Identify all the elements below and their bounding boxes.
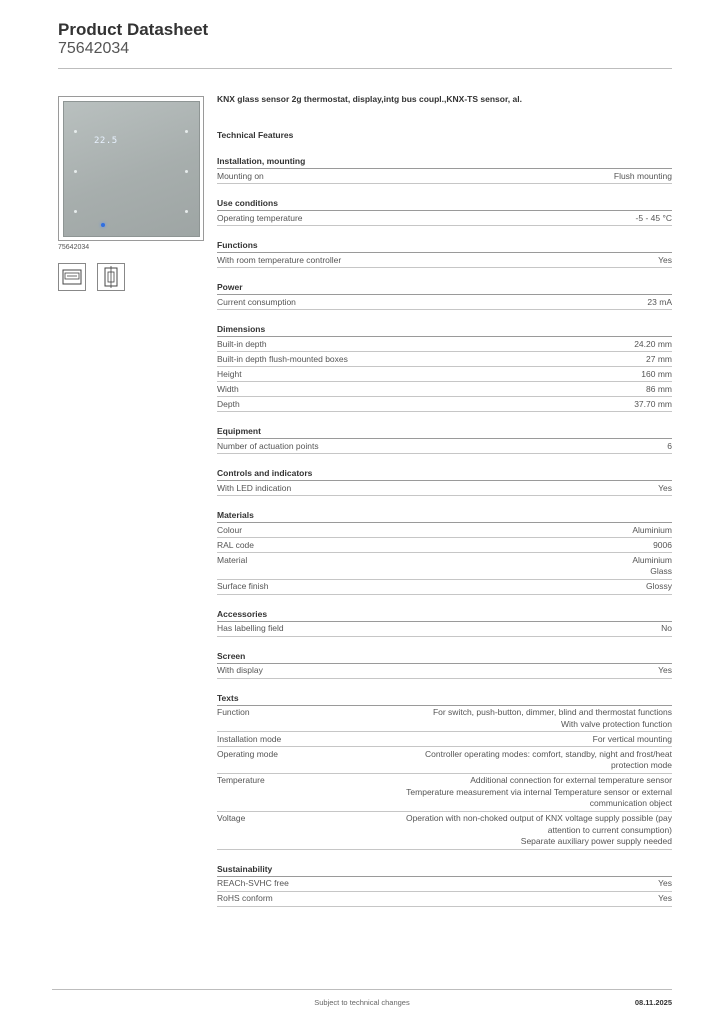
- section-title: Power: [217, 281, 672, 295]
- spec-label: Mounting on: [217, 170, 264, 181]
- touch-point-dot: [74, 130, 77, 133]
- feature-section: [217, 239, 672, 268]
- spec-value: 24.20 mm: [634, 338, 672, 349]
- spec-value: Yes: [658, 878, 672, 888]
- spec-value: Yes: [658, 482, 672, 493]
- spec-row: [217, 439, 672, 454]
- spec-value: Aluminium Glass: [632, 554, 672, 576]
- section-title: Accessories: [217, 608, 672, 622]
- spec-label: REACh-SVHC free: [217, 878, 289, 888]
- datasheet-content: [217, 93, 672, 907]
- spec-row: [217, 877, 672, 892]
- touch-point-dot: [185, 130, 188, 133]
- header-divider: [58, 68, 672, 69]
- section-title: Equipment: [217, 425, 672, 439]
- spec-row: [217, 732, 672, 747]
- spec-label: Depth: [217, 398, 240, 409]
- feature-section: [217, 863, 672, 907]
- page-header: [58, 20, 208, 58]
- feature-section: [217, 608, 672, 637]
- feature-section: [217, 281, 672, 310]
- touch-point-dot: [185, 170, 188, 173]
- spec-label: Operating mode: [217, 748, 278, 759]
- section-title: Texts: [217, 692, 672, 706]
- spec-row: [217, 337, 672, 352]
- spec-row: [217, 295, 672, 310]
- spec-row: [217, 622, 672, 637]
- section-title: Materials: [217, 509, 672, 523]
- spec-label: RAL code: [217, 539, 255, 550]
- spec-value: Additional connection for external temperature sensor Temperature measurement via internal Temperature sensor or external communication object: [406, 775, 672, 808]
- spec-row: [217, 253, 672, 268]
- spec-value: 9006: [653, 539, 672, 550]
- feature-section: [217, 650, 672, 679]
- spec-label: With LED indication: [217, 482, 292, 493]
- spec-value: 27 mm: [646, 353, 672, 364]
- spec-label: Has labelling field: [217, 623, 284, 633]
- spec-row: [217, 352, 672, 367]
- image-caption: 75642034: [58, 244, 90, 251]
- spec-value: Controller operating modes: comfort, standby, night and frost/heat protection mode: [425, 748, 672, 770]
- spec-label: Colour: [217, 524, 243, 535]
- spec-value: For vertical mounting: [592, 733, 672, 744]
- spec-row: [217, 892, 672, 907]
- feature-sections: [217, 155, 672, 907]
- footer-divider: [52, 989, 672, 990]
- display-readout: 22.5: [94, 136, 118, 146]
- spec-row: [217, 382, 672, 397]
- spec-row: [217, 523, 672, 538]
- section-title: Sustainability: [217, 863, 672, 877]
- section-title: Use conditions: [217, 197, 672, 211]
- spec-label: Function: [217, 707, 250, 717]
- spec-row: [217, 812, 672, 850]
- spec-value: Operation with non-choked output of KNX voltage supply possible (pay attention to current consumption) Separate auxiliary power supply needed: [405, 813, 672, 846]
- spec-row: [217, 580, 672, 595]
- feature-section: [217, 155, 672, 184]
- spec-label: Height: [217, 368, 242, 379]
- status-led: [101, 223, 105, 227]
- spec-value: 160 mm: [641, 368, 672, 379]
- spec-row: [217, 553, 672, 580]
- touch-point-dot: [74, 170, 77, 173]
- feature-section: [217, 197, 672, 226]
- spec-label: Width: [217, 383, 239, 394]
- spec-value: 86 mm: [646, 383, 672, 394]
- spec-value: Glossy: [646, 581, 672, 591]
- spec-label: Operating temperature: [217, 212, 303, 223]
- spec-row: [217, 481, 672, 496]
- spec-row: [217, 397, 672, 412]
- product-code: 75642034: [58, 40, 130, 57]
- mounting-icon: [97, 263, 125, 291]
- spec-row: [217, 706, 672, 733]
- section-title: Dimensions: [217, 323, 672, 337]
- section-title: Controls and indicators: [217, 467, 672, 481]
- touch-point-dot: [185, 210, 188, 213]
- spec-value: For switch, push-button, dimmer, blind and thermostat functions With valve protection function: [432, 707, 672, 729]
- spec-label: RoHS conform: [217, 893, 273, 903]
- product-description: KNX glass sensor 2g thermostat, display,intg bus coupl.,KNX-TS sensor, al.: [217, 94, 522, 104]
- product-image: [58, 96, 204, 241]
- feature-section: [217, 509, 672, 595]
- spec-row: [217, 367, 672, 382]
- spec-label: Temperature: [217, 775, 265, 785]
- spec-value: No: [661, 623, 672, 633]
- spec-row: [217, 169, 672, 184]
- spec-value: 37.70 mm: [634, 398, 672, 409]
- section-title: Functions: [217, 239, 672, 253]
- spec-value: -5 - 45 °C: [635, 212, 672, 223]
- spec-value: 6: [667, 440, 672, 451]
- spec-label: Surface finish: [217, 581, 269, 591]
- technical-features-title: Technical Features: [217, 130, 294, 140]
- glass-sensor-illustration: [63, 101, 200, 237]
- footer-note: Subject to technical changes: [314, 998, 410, 1007]
- standard-icon: [58, 263, 86, 291]
- touch-point-dot: [74, 210, 77, 213]
- spec-row: [217, 664, 672, 679]
- spec-label: Material: [217, 554, 248, 565]
- spec-label: Number of actuation points: [217, 440, 319, 451]
- spec-row: [217, 774, 672, 812]
- spec-label: Built-in depth flush-mounted boxes: [217, 353, 348, 364]
- page-title: Product Datasheet: [58, 20, 209, 39]
- feature-section: [217, 323, 672, 412]
- spec-row: [217, 538, 672, 553]
- spec-label: Built-in depth: [217, 338, 267, 349]
- spec-value: Yes: [658, 254, 672, 265]
- spec-row: [217, 211, 672, 226]
- section-title: Installation, mounting: [217, 155, 672, 169]
- spec-label: Current consumption: [217, 296, 296, 307]
- spec-value: Yes: [658, 893, 672, 903]
- feature-section: [217, 692, 672, 850]
- spec-label: Voltage: [217, 813, 246, 823]
- spec-value: Flush mounting: [613, 170, 672, 181]
- feature-section: [217, 425, 672, 454]
- feature-section: [217, 467, 672, 496]
- spec-label: Installation mode: [217, 733, 282, 744]
- spec-value: Aluminium: [632, 524, 672, 535]
- spec-label: With display: [217, 665, 263, 675]
- spec-row: [217, 747, 672, 774]
- spec-value: 23 mA: [647, 296, 672, 307]
- spec-label: With room temperature controller: [217, 254, 342, 265]
- section-title: Screen: [217, 650, 672, 664]
- spec-value: Yes: [658, 665, 672, 675]
- footer-date: 08.11.2025: [634, 998, 672, 1007]
